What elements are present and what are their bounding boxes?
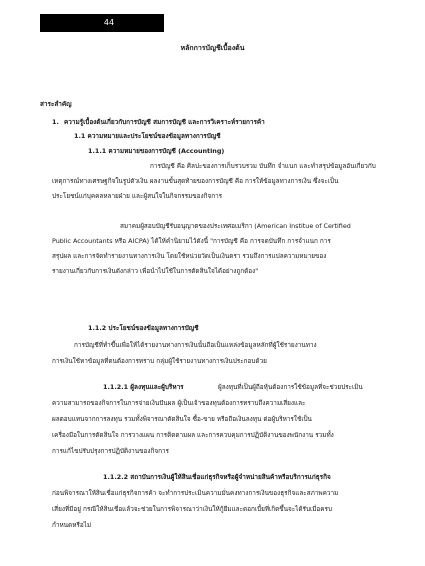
- para-1-line-1: การบัญชี คือ ศิลปะของการเก็บรวบรวม บันทึก จำแนก และทำสรุปข้อมูลอันเกี่ยวกับ: [150, 162, 376, 170]
- para-1-line-2: เหตุการณ์ทางเศรษฐกิจในรูปตัวเงิน ผลงานขั้นสุดท้ายของการบัญชี คือ การให้ข้อมูลทางการเงิน ซึ่งจะเป็น: [52, 177, 339, 185]
- section-1-number: 1.: [52, 118, 59, 126]
- summary-heading: สาระสำคัญ: [40, 100, 72, 108]
- section-1-1-2-heading: 1.1.2 ประโยชน์ของข้อมูลทางการบัญชี: [88, 324, 199, 332]
- para-2-line-1: สมาคมผู้สอบบัญชีรับอนุญาตของประเทศอเมริกา (American Institue of Certified: [120, 222, 351, 230]
- para-2-line-2: Public Accountants หรือ AICPA) ได้ให้คำนิยามไว้ดังนี้ "การบัญชี คือ การจดบันทึก การจำแนก การ: [52, 237, 331, 245]
- section-1-1-2-2-line-1: ก่อนพิจารณาให้สินเชื่อแก่ธุรกิจการค้า จะทำการประเมินความมั่นคงทางการเงินของธุรกิจและสภาพความ: [52, 489, 339, 497]
- para-2-line-4: รายงานเกี่ยวกับการเงินดังกล่าว เพื่อนำไปใช้ในการตัดสินใจได้อย่างถูกต้อง": [52, 267, 259, 275]
- section-1-1-2-2-line-2: เสี่ยงที่มีอยู่ กรณีให้สินเชื่อแล้วจะช่วยในการพิจารณาว่าเงินให้กู้ยืมและดอกเบี้ยที่เกิดขึ้นจะได้รับเมื่อครบ: [52, 505, 333, 513]
- section-1-1-2-line-1: การบัญชีที่ทำขึ้นเพื่อให้ได้รายงานทางการเงินนั้นถือเป็นแหล่งข้อมูลหลักที่ผู้ใช้รายงานทาง: [74, 341, 317, 349]
- section-1-1-heading: 1.1 ความหมายและประโยชน์ของข้อมูลทางการบัญชี: [74, 132, 221, 140]
- page-title: หลักการบัญชีเบื้องต้น: [180, 44, 245, 52]
- section-1-1-1-heading: 1.1.1 ความหมายของการบัญชี (Accounting): [88, 147, 225, 155]
- section-1-1-2-1-line-4: เครื่องมือในการตัดสินใจ การวางแผน การติดตามผล และการควบคุมการปฏิบัติงานของพนักงาน รวมทั้ง: [52, 431, 334, 439]
- section-1-heading: ความรู้เบื้องต้นเกี่ยวกับการบัญชี สมการบัญชี และการวิเคราะห์รายการค้า: [64, 118, 265, 126]
- section-1-1-2-1-line-5: การแก้ไขปรับปรุงการปฏิบัติงานของกิจการ: [52, 447, 169, 455]
- page-number-bar: [40, 14, 164, 32]
- section-1-1-2-1-heading: 1.1.2.1 ผู้ลงทุนและผู้บริหาร: [103, 383, 184, 391]
- para-1-line-3: ประโยชน์แก่บุคคลหลายฝ่าย และผู้สนใจในกิจกรรมของกิจการ: [52, 192, 223, 200]
- section-1-1-2-line-2: การเงินใช้หาข้อมูลที่ตนต้องการทราบ กลุ่มผู้ใช้รายงานทางการเงินประกอบด้วย: [52, 357, 267, 365]
- section-1-1-2-2-heading: 1.1.2.2 สถาบันการเงินผู้ให้สินเชื่อแก่ธุรกิจหรือผู้จำหน่ายสินค้าหรือบริการแก่ธุรกิจ: [103, 473, 331, 481]
- section-1-1-2-2-line-3: กำหนดหรือไม่: [52, 521, 92, 529]
- section-1-1-2-1-line-1: ผู้ลงทุนที่เป็นผู้ถือหุ้นต้องการใช้ข้อมูลที่จะช่วยประเมิน: [218, 383, 363, 391]
- page-number: 44: [103, 18, 115, 27]
- para-2-line-3: สรุปผล และการจัดทำรายงานทางการเงิน โดยใช้หน่วยวัดเป็นเงินตรา รวมถึงการแปลความหมายของ: [52, 252, 327, 260]
- section-1-1-2-1-line-3: ผลตอบแทนจากการลงทุน รวมทั้งพิจารณาตัดสินใจ ซื้อ-ขาย หรือถือเงินลงทุน ต่อผู้บริหารใช้เป็น: [52, 415, 312, 423]
- section-1-1-2-1-line-2: ความสามารถของกิจการในการจ่ายเงินปันผล ผู้เป็นเจ้าของทุนต้องการทราบถึงความเสี่ยงและ: [52, 399, 306, 407]
